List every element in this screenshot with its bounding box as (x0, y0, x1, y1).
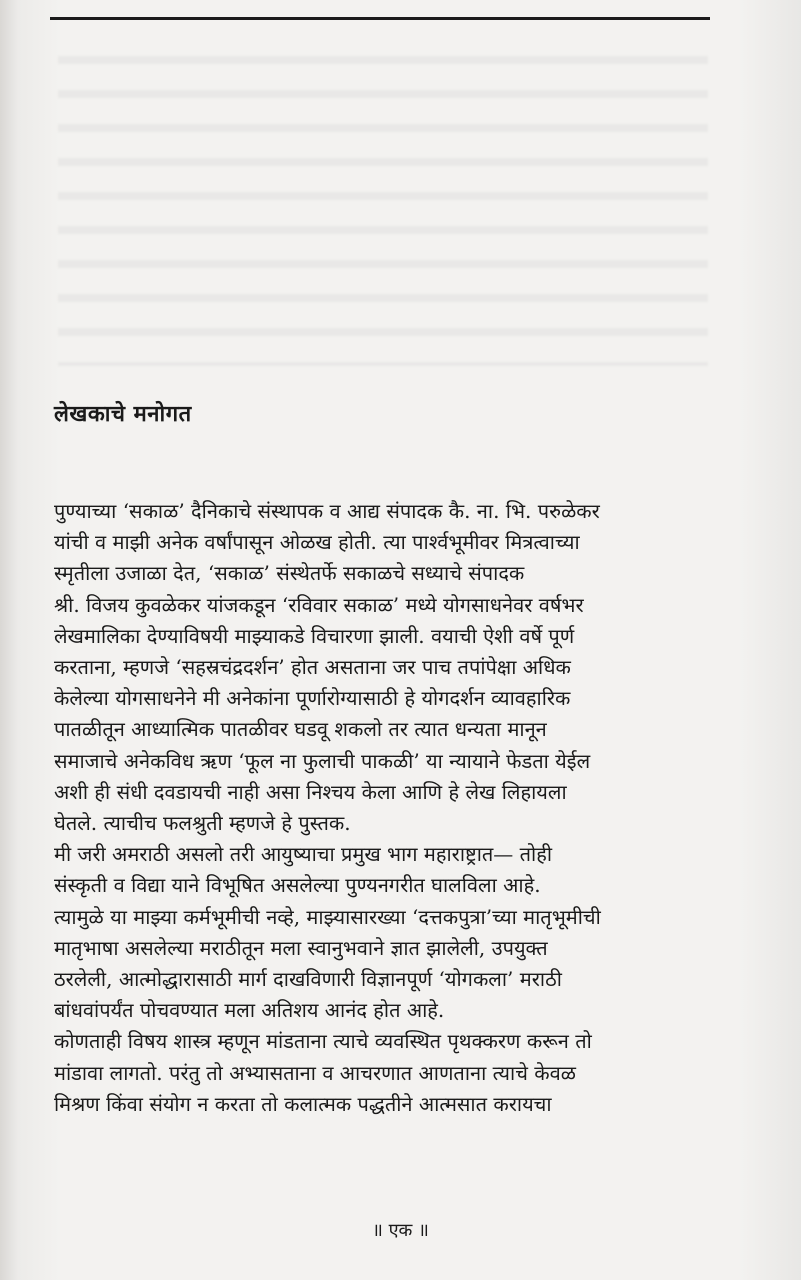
text-line: घेतले. त्याचीच फलश्रुती म्हणजे हे पुस्तक. (54, 811, 351, 836)
show-through-text (58, 36, 708, 366)
text-line: बांधवांपर्यंत पोचवण्यात मला अतिशय आनंद होत आहे. (54, 998, 445, 1023)
section-heading: लेखकाचे मनोगत (54, 402, 192, 427)
text-line: केलेल्या योगसाधनेने मी अनेकांना पूर्णारोग्यासाठी हे योगदर्शन व्यावहारिक (54, 686, 571, 711)
text-line: यांची व माझी अनेक वर्षांपासून ओळख होती. त्या पार्श्वभूमीवर मित्रत्वाच्या (54, 530, 580, 555)
text-line: मी जरी अमराठी असलो तरी आयुष्याचा प्रमुख भाग महाराष्ट्रात— तोही (54, 842, 553, 867)
body-text (54, 496, 714, 1120)
text-line: श्री. विजय कुवळेकर यांजकडून ‘रविवार सकाळ’ मध्ये योगसाधनेवर वर्षभर (54, 592, 584, 617)
text-line: मिश्रण किंवा संयोग न करता तो कलात्मक पद्धतीने आत्मसात करायचा (54, 1091, 552, 1116)
text-line: मातृभाषा असलेल्या मराठीतून मला स्वानुभवाने ज्ञात झालेली, उपयुक्त (54, 935, 548, 960)
text-line: संस्कृती व विद्या याने विभूषित असलेल्या पुण्यनगरीत घालविला आहे. (54, 873, 541, 898)
text-line: त्यामुळे या माझ्या कर्मभूमीची नव्हे, माझ्यासारख्या ‘दत्तकपुत्रा’च्या मातृभूमीची (54, 904, 601, 929)
text-line: करताना, म्हणजे ‘सहस्रचंद्रदर्शन’ होत असताना जर पाच तपांपेक्षा अधिक (54, 655, 571, 680)
text-line: समाजाचे अनेकविध ऋण ‘फूल ना फुलाची पाकळी’ या न्यायाने फेडता येईल (54, 748, 591, 773)
text-line: मांडावा लागतो. परंतु तो अभ्यासताना व आचरणात आणताना त्याचे केवळ (54, 1060, 576, 1085)
text-line: पातळीतून आध्यात्मिक पातळीवर घडवू शकलो तर त्यात धन्यता मानून (54, 717, 547, 742)
text-line: कोणताही विषय शास्त्र म्हणून मांडताना त्याचे व्यवस्थित पृथक्करण करून तो (54, 1029, 592, 1054)
text-line: स्मृतीला उजाळा देत, ‘सकाळ’ संस्थेतर्फे सकाळचे सध्याचे संपादक (54, 561, 525, 586)
page-number: ॥ एक ॥ (372, 1220, 429, 1241)
top-rule (50, 17, 710, 20)
text-line: अशी ही संधी दवडायची नाही असा निश्चय केला आणि हे लेख लिहायला (54, 779, 567, 804)
text-line: लेखमालिका देण्याविषयी माझ्याकडे विचारणा झाली. वयाची ऐशी वर्षे पूर्ण (54, 623, 575, 648)
text-line: ठरलेली, आत्मोद्धारासाठी मार्ग दाखविणारी विज्ञानपूर्ण ‘योगकला’ मराठी (54, 967, 562, 992)
text-line: पुण्याच्या ‘सकाळ’ दैनिकाचे संस्थापक व आद्य संपादक कै. ना. भि. परुळेकर (54, 499, 600, 523)
